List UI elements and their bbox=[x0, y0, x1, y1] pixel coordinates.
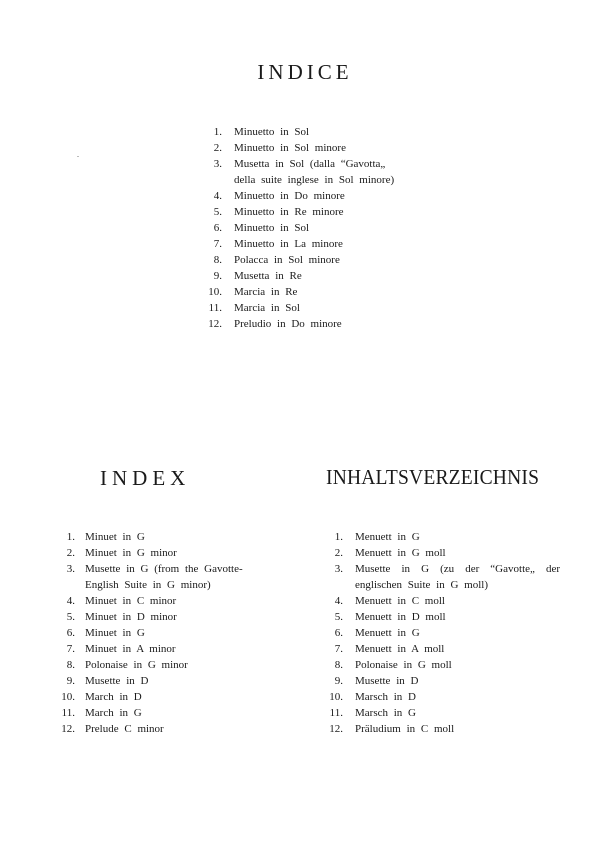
index-entry bbox=[200, 236, 440, 252]
entry-number: 2. bbox=[213, 142, 222, 154]
entry-title-line: Minuet in G minor bbox=[85, 547, 177, 559]
entry-title-line: Minuetto in Sol bbox=[234, 222, 310, 234]
entry-title bbox=[85, 625, 285, 641]
entry-title bbox=[355, 673, 560, 689]
index-entry bbox=[318, 529, 560, 545]
entry-title bbox=[234, 140, 440, 156]
index-entry bbox=[55, 689, 285, 705]
entry-title-line: Prelude C minor bbox=[85, 723, 164, 735]
entry-title bbox=[234, 300, 440, 316]
index-list-english bbox=[55, 529, 285, 737]
entry-title bbox=[234, 204, 440, 220]
entry-title bbox=[234, 284, 440, 300]
index-entry bbox=[55, 529, 285, 545]
index-list-german bbox=[318, 529, 560, 737]
entry-number: 3. bbox=[334, 563, 343, 575]
entry-title bbox=[355, 529, 560, 545]
entry-number: 2. bbox=[334, 547, 343, 559]
entry-title-line: Minuet in G bbox=[85, 627, 145, 639]
entry-number: 1. bbox=[66, 531, 75, 543]
entry-title-line: Preludio in Do minore bbox=[234, 318, 342, 330]
index-entry bbox=[318, 561, 560, 593]
entry-number: 12. bbox=[208, 318, 222, 330]
entry-title-line: Minuetto in Do minore bbox=[234, 190, 345, 202]
index-entry bbox=[318, 689, 560, 705]
index-entry bbox=[55, 705, 285, 721]
entry-title bbox=[355, 625, 560, 641]
entry-title bbox=[234, 268, 440, 284]
entry-title bbox=[355, 689, 560, 705]
entry-title-line: Musette in D bbox=[355, 675, 419, 687]
entry-title bbox=[85, 689, 285, 705]
entry-number: 4. bbox=[213, 190, 222, 202]
entry-title bbox=[234, 236, 440, 252]
entry-number: 4. bbox=[334, 595, 343, 607]
entry-title bbox=[85, 721, 285, 737]
entry-number: 6. bbox=[334, 627, 343, 639]
entry-title-line: Minuet in A minor bbox=[85, 643, 176, 655]
entry-number: 6. bbox=[66, 627, 75, 639]
entry-title bbox=[85, 641, 285, 657]
index-list-italian bbox=[200, 124, 440, 332]
entry-title-continuation: englischen Suite in G moll) bbox=[355, 579, 488, 591]
entry-number: 9. bbox=[66, 675, 75, 687]
entry-number: 3. bbox=[213, 158, 222, 170]
index-entry bbox=[318, 673, 560, 689]
entry-title-line: Menuett in G moll bbox=[355, 547, 446, 559]
entry-number: 8. bbox=[66, 659, 75, 671]
entry-title bbox=[85, 673, 285, 689]
entry-title bbox=[234, 156, 440, 188]
index-entry bbox=[200, 300, 440, 316]
entry-title bbox=[355, 609, 560, 625]
entry-title bbox=[85, 657, 285, 673]
index-entry bbox=[55, 545, 285, 561]
entry-title-line: Polacca in Sol minore bbox=[234, 254, 340, 266]
entry-title-line: Musette in D bbox=[85, 675, 149, 687]
entry-title-line: Marsch in D bbox=[355, 691, 416, 703]
index-entry bbox=[200, 188, 440, 204]
entry-title-line: Menuett in G bbox=[355, 531, 420, 543]
entry-title bbox=[234, 188, 440, 204]
entry-number: 5. bbox=[334, 611, 343, 623]
index-entry bbox=[200, 252, 440, 268]
entry-title bbox=[234, 220, 440, 236]
entry-title-line: Präludium in C moll bbox=[355, 723, 455, 735]
entry-title-line: March in D bbox=[85, 691, 142, 703]
entry-title-line: Menuett in C moll bbox=[355, 595, 445, 607]
entry-title-line: Marcia in Sol bbox=[234, 302, 300, 314]
entry-title-line: Minuet in C minor bbox=[85, 595, 177, 607]
entry-title bbox=[85, 529, 285, 545]
index-entry bbox=[318, 545, 560, 561]
entry-number: 12. bbox=[329, 723, 343, 735]
entry-title bbox=[234, 252, 440, 268]
index-title-german: INHALTSVERZEICHNIS bbox=[326, 465, 540, 489]
index-entry bbox=[55, 657, 285, 673]
index-entry bbox=[55, 625, 285, 641]
index-entry bbox=[55, 593, 285, 609]
entry-title bbox=[85, 609, 285, 625]
entry-title-line: Minuetto in Re minore bbox=[234, 206, 344, 218]
index-entry bbox=[200, 156, 440, 188]
entry-title-line: Minuet in G bbox=[85, 531, 145, 543]
index-entry bbox=[200, 204, 440, 220]
index-entry bbox=[318, 641, 560, 657]
entry-number: 6. bbox=[213, 222, 222, 234]
entry-number: 10. bbox=[329, 691, 343, 703]
entry-number: 5. bbox=[213, 206, 222, 218]
entry-number: 1. bbox=[213, 126, 222, 138]
entry-number: 10. bbox=[208, 286, 222, 298]
index-entry bbox=[318, 705, 560, 721]
entry-title-line: Minuet in D minor bbox=[85, 611, 177, 623]
entry-title-continuation: English Suite in G minor) bbox=[85, 579, 211, 591]
entry-title bbox=[355, 705, 560, 721]
entry-title-line: Polonaise in G minor bbox=[85, 659, 188, 671]
entry-title-line: Minuetto in Sol bbox=[234, 126, 310, 138]
index-title-italian: INDICE bbox=[257, 60, 353, 84]
index-entry bbox=[200, 140, 440, 156]
entry-title bbox=[355, 641, 560, 657]
index-entry bbox=[55, 673, 285, 689]
index-entry bbox=[318, 721, 560, 737]
entry-number: 12. bbox=[61, 723, 75, 735]
entry-title-line: Menuett in D moll bbox=[355, 611, 446, 623]
index-entry bbox=[200, 316, 440, 332]
entry-title-line: Musette in G (zu der “Gavotte„ der bbox=[355, 563, 560, 575]
entry-title-line: Marcia in Re bbox=[234, 286, 298, 298]
entry-number: 7. bbox=[334, 643, 343, 655]
index-entry bbox=[318, 609, 560, 625]
index-title-english: INDEX bbox=[100, 466, 191, 490]
entry-title bbox=[85, 545, 285, 561]
entry-number: 8. bbox=[334, 659, 343, 671]
entry-number: 7. bbox=[213, 238, 222, 250]
index-entry bbox=[55, 561, 285, 593]
entry-title-line: March in G bbox=[85, 707, 142, 719]
entry-title bbox=[85, 705, 285, 721]
entry-title-line: Menuett in A moll bbox=[355, 643, 445, 655]
index-entry bbox=[200, 284, 440, 300]
entry-number: 8. bbox=[213, 254, 222, 266]
entry-number: 5. bbox=[66, 611, 75, 623]
index-entry bbox=[55, 641, 285, 657]
paper-speck bbox=[77, 156, 79, 157]
index-entry bbox=[318, 657, 560, 673]
entry-title bbox=[355, 657, 560, 673]
index-entry bbox=[55, 609, 285, 625]
entry-number: 2. bbox=[66, 547, 75, 559]
entry-title-line: Menuett in G bbox=[355, 627, 420, 639]
entry-title-line: Marsch in G bbox=[355, 707, 416, 719]
entry-title-line: Musetta in Sol (dalla “Gavotta„ bbox=[234, 158, 386, 170]
entry-title bbox=[85, 561, 285, 593]
index-entry bbox=[318, 625, 560, 641]
entry-title bbox=[85, 593, 285, 609]
entry-title bbox=[355, 721, 560, 737]
entry-number: 9. bbox=[213, 270, 222, 282]
index-entry bbox=[200, 124, 440, 140]
entry-title-line: Musette in G (from the Gavotte- bbox=[85, 563, 243, 575]
entry-title-line: Minuetto in La minore bbox=[234, 238, 343, 250]
entry-title-line: Polonaise in G moll bbox=[355, 659, 452, 671]
entry-number: 9. bbox=[334, 675, 343, 687]
entry-number: 7. bbox=[66, 643, 75, 655]
entry-title-continuation: della suite inglese in Sol minore) bbox=[234, 174, 395, 186]
entry-number: 3. bbox=[66, 563, 75, 575]
entry-title bbox=[355, 545, 560, 561]
index-entry bbox=[318, 593, 560, 609]
entry-title bbox=[234, 124, 440, 140]
entry-number: 11. bbox=[61, 707, 75, 719]
entry-title-line: Minuetto in Sol minore bbox=[234, 142, 346, 154]
entry-title bbox=[355, 593, 560, 609]
entry-number: 10. bbox=[61, 691, 75, 703]
index-entry bbox=[200, 220, 440, 236]
entry-title bbox=[355, 561, 560, 593]
entry-number: 1. bbox=[334, 531, 343, 543]
entry-title-line: Musetta in Re bbox=[234, 270, 302, 282]
index-entry bbox=[55, 721, 285, 737]
entry-title bbox=[234, 316, 440, 332]
index-entry bbox=[200, 268, 440, 284]
entry-number: 11. bbox=[208, 302, 222, 314]
entry-number: 11. bbox=[329, 707, 343, 719]
entry-number: 4. bbox=[66, 595, 75, 607]
